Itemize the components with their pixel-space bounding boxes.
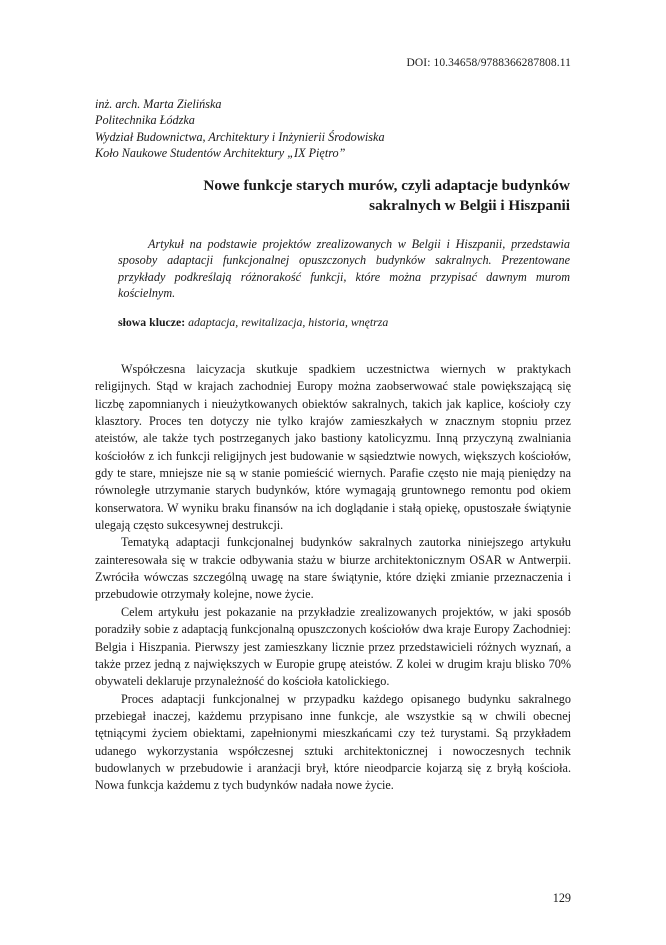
body-paragraph: Tematyką adaptacji funkcjonalnej budynków sakralnych zautorka niniejszego artykułu zainteresowała się w trakcie odbywania stażu w biurze architektonicznym OSAR w Antwerpii. Zwróciła wówczas szczególną uwagę na stare świątynie, które dzięki zmianie przeznaczenia i przebudowie otrzymały kolejne, nowe życie. <box>95 535 571 602</box>
author-name: inż. arch. Marta Zielińska <box>95 97 222 111</box>
author-affiliation-block <box>95 96 575 162</box>
keywords-label: słowa klucze: <box>118 315 186 329</box>
keywords-text: adaptacja, rewitalizacja, historia, wnętrza <box>188 315 389 329</box>
body-paragraph: Celem artykułu jest pokazanie na przykładzie zrealizowanych projektów, w jaki sposób poradziły sobie z adaptacją funkcjonalną opuszczonych kościołów dwa kraje Europy Zachodniej: Belgia i Hiszpania. Pierwszy jest zamieszkany licznie przez przedstawicieli różnych wyznań, a także przez jedną z największych w Europie grupę ateistów. Z kolei w drugim kraju blisko 70% obywateli deklaruje przynależność do kościoła katolickiego. <box>95 604 571 689</box>
keywords-line <box>118 314 570 330</box>
author-university: Politechnika Łódzka <box>95 113 195 128</box>
article-abstract: Artykuł na podstawie projektów zrealizowanych w Belgii i Hiszpanii, przedstawia sposoby adaptacji funkcjonalnej opuszczonych budynków sakralnych. Prezentowane przykłady podkreślają różnorakość funkcji, które można przypisać dawnym murom kościelnym. <box>118 237 570 301</box>
body-paragraph: Współczesna laicyzacja skutkuje spadkiem uczestnictwa wiernych w praktykach religijnych. Stąd w krajach zachodniej Europy można zaobserwować stale powiększającą się liczbę zapomnianych i nieużytkowanych obiektów sakralnych, takich jak kaplice, kościoły czy klasztory. Proces ten dotyczy nie tylko krajów zamieszkałych w znacznym stopniu przez ateistów, ale także tych postrzeganych jako bastiony katolicyzmu. Inną przyczyną zwalniania kościołów z ich funkcji religijnych jest budowanie w sąsiedztwie nowych, większych kościołów, gdy te stare, mniejsze nie są w stanie pomieścić wiernych. Parafie często nie mają pieniędzy na równoległe utrzymanie starych budynków, które wymagają gruntownego remontu pod okiem konserwatora. W wyniku braku finansów na ich doglądanie i stałą opiekę, opustoszałe świątynie ulegają często sukcesywnej destrukcji. <box>95 362 571 533</box>
author-faculty: Wydział Budownictwa, Architektury i Inżynierii Środowiska <box>95 129 385 144</box>
author-student-circle: Koło Naukowe Studentów Architektury „IX Piętro” <box>95 146 346 161</box>
article-title: Nowe funkcje starych murów, czyli adaptacje budynków sakralnych w Belgii i Hiszpanii <box>203 177 570 214</box>
article-body <box>95 361 571 795</box>
page-number: 129 <box>552 891 571 905</box>
doi-header: DOI: 10.34658/9788366287808.11 <box>406 57 571 69</box>
body-paragraph: Proces adaptacji funkcjonalnej w przypadku każdego opisanego budynku sakralnego przebiegał inaczej, każdemu przypisano inne funkcje, ale wszystkie są w chwili obecnej tętniącymi życiem obiektami, zapełnionymi mieszkańcami czy też turystami. Są przykładem udanego wykorzystania współczesnej sztuki architektonicznej i nowoczesnych technik budowlanych w przebudowie i aranżacji brył, które nieodparcie kojarzą się z bryłą kościoła. Nowa funkcja każdemu z tych budynków nadała nowe życie. <box>95 691 571 793</box>
